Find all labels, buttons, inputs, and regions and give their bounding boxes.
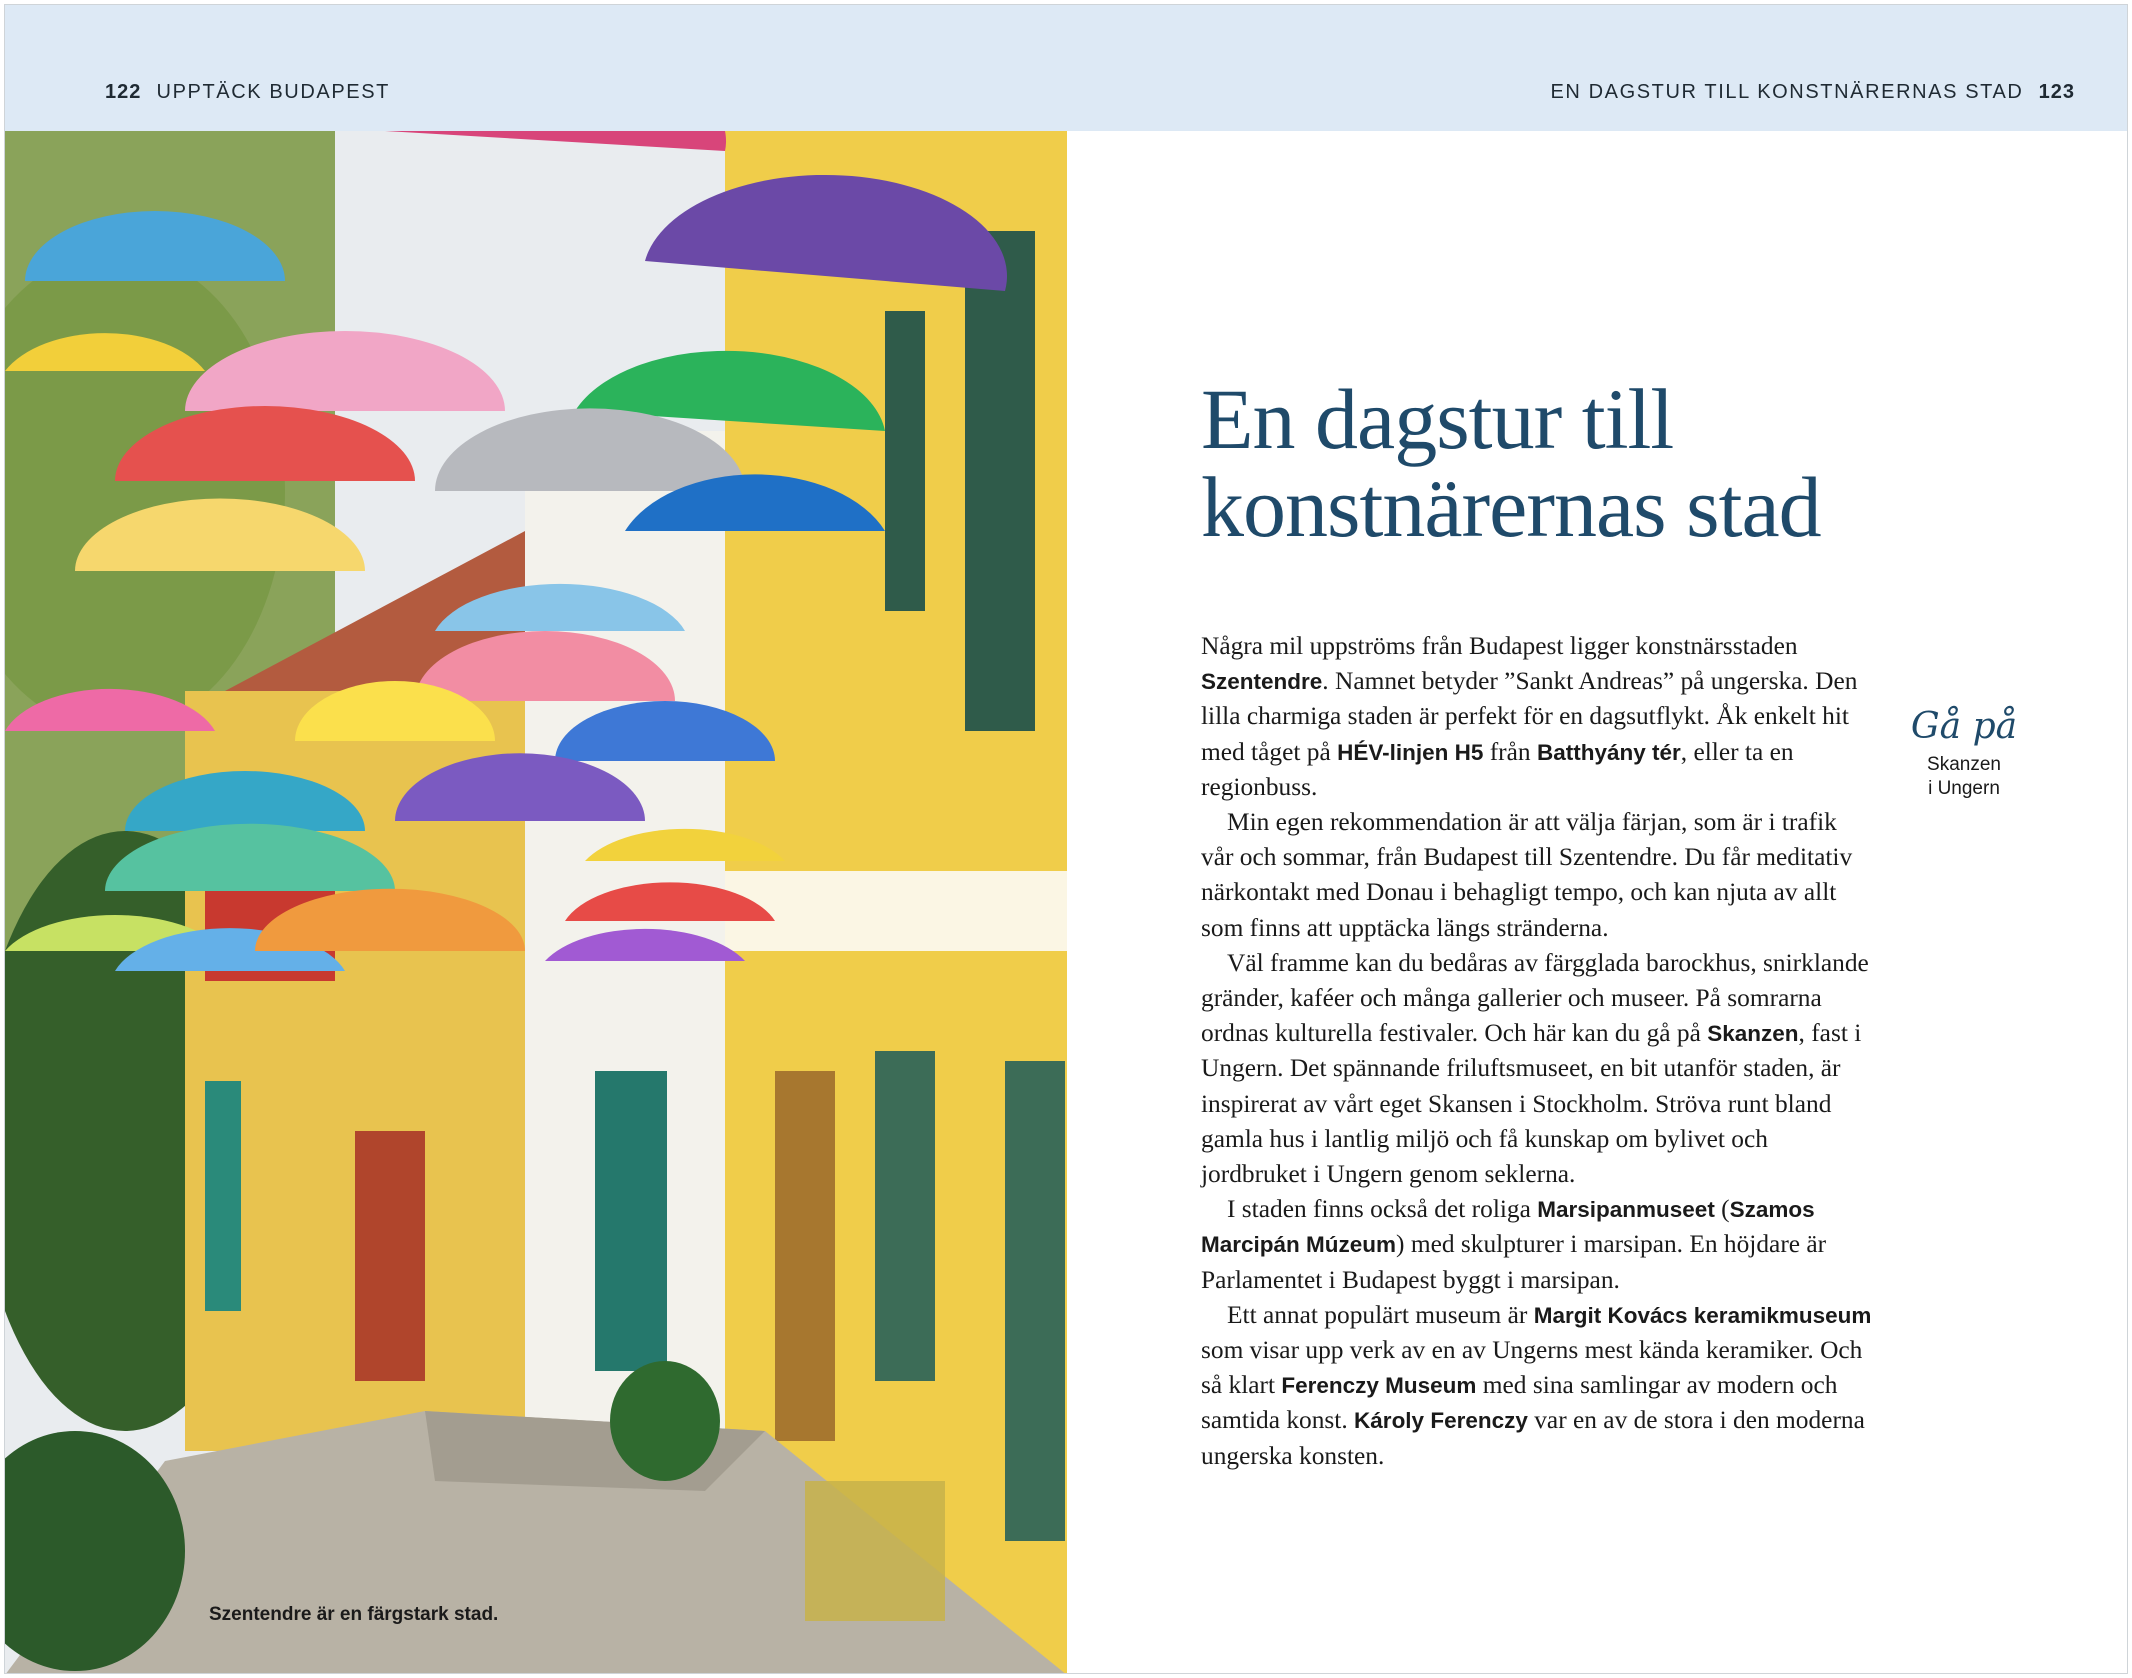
sidebar-script-label: Gå på (1910, 706, 2018, 747)
headline-line-1: En dagstur till (1201, 371, 1674, 467)
bold-place-name: Skanzen (1707, 1021, 1799, 1047)
article-headline (1201, 371, 2001, 555)
street-photo (5, 131, 1067, 1674)
text-run: från (1483, 737, 1537, 766)
paragraph-5 (1201, 1298, 1873, 1474)
bold-place-name: Károly Ferenczy (1354, 1408, 1528, 1434)
text-run: Väl framme kan du bedåras av färgglada barockhus, snirklande gränder, kaféer och många gallerier och museer. På somrarna ordnas kulturella festivaler. Och här kan du gå på (1201, 948, 1869, 1048)
bold-place-name: Ferenczy Museum (1281, 1373, 1477, 1399)
bold-place-name: Szentendre (1201, 669, 1323, 695)
go-to-sidebar (1889, 705, 2039, 801)
bold-place-name: HÉV-linjen H5 (1337, 739, 1484, 765)
bold-place-name: Batthyány tér (1536, 739, 1681, 765)
book-spread (4, 4, 2128, 1674)
text-run: . Namnet betyder ”Sankt Andreas” på ungerska. Den lilla charmiga staden är perfekt för en dagsutflykt. Åk enkelt hit med tåget på (1201, 667, 1858, 766)
right-section-title: EN DAGSTUR TILL KONSTNÄRERNAS STAD (1550, 81, 2024, 103)
text-run: som visar upp verk av en av Ungerns mest kända keramiker. Och så klart (1201, 1336, 1863, 1400)
bold-place-name: Szamos Marcipán Múzeum (1201, 1197, 1815, 1258)
left-section-title: UPPTÄCK BUDAPEST (156, 81, 390, 103)
text-run: Några mil uppströms från Budapest ligger konstnärsstaden (1201, 632, 1798, 660)
text-run: Ett annat populärt museum är (1227, 1300, 1534, 1329)
left-page-number: 122 (105, 81, 142, 103)
bold-place-name: Marsipanmuseet (1537, 1197, 1715, 1223)
umbrella-street-illustration (5, 131, 1067, 1674)
paragraph-1 (1201, 629, 1873, 805)
sidebar-label-line-1: Skanzen (1927, 754, 2001, 775)
text-run: Min egen rekommendation är att välja färjan, som är i trafik vår och sommar, från Budapest till Szentendre. Du får meditativ närkontakt med Donau i behagligt tempo, och kan njuta av allt som finns att upptäcka längs stränderna. (1201, 808, 1853, 942)
text-run: med sina samlingar av modern och samtida konst. (1201, 1371, 1838, 1435)
text-run: ) med skulpturer i marsipan. En höjdare är Parlamentet i Budapest byggt i marsipan. (1201, 1230, 1827, 1294)
paragraph-3 (1201, 946, 1873, 1192)
text-run: I staden finns också det roliga (1227, 1195, 1538, 1224)
running-head-right (1550, 81, 2075, 104)
paragraph-2 (1201, 805, 1873, 946)
bold-place-name: Margit Kovács keramikmuseum (1533, 1302, 1872, 1328)
right-page-number: 123 (2038, 81, 2075, 103)
header-band (5, 5, 2127, 131)
headline-line-2: konstnärernas stad (1201, 459, 1821, 555)
photo-caption: Szentendre är en färgstark stad. (209, 1604, 499, 1625)
running-head-left (105, 81, 390, 104)
sidebar-label-line-2: i Ungern (1928, 778, 2000, 799)
paragraph-4 (1201, 1192, 1873, 1298)
text-run: , fast i Ungern. Det spännande friluftsmuseet, en bit utanför staden, är inspirerat av vårt eget Skansen i Stockholm. Ströva runt bland gamla hus i lantlig miljö och få kunskap om bylivet och jordbruket i Ungern genom seklerna. (1201, 1019, 1862, 1189)
text-run: ( (1714, 1195, 1730, 1224)
article-body (1201, 629, 1873, 1474)
text-run: var en av de stora i den moderna ungerska konsten. (1201, 1406, 1865, 1470)
text-run: , eller ta en regionbuss. (1201, 737, 1794, 801)
